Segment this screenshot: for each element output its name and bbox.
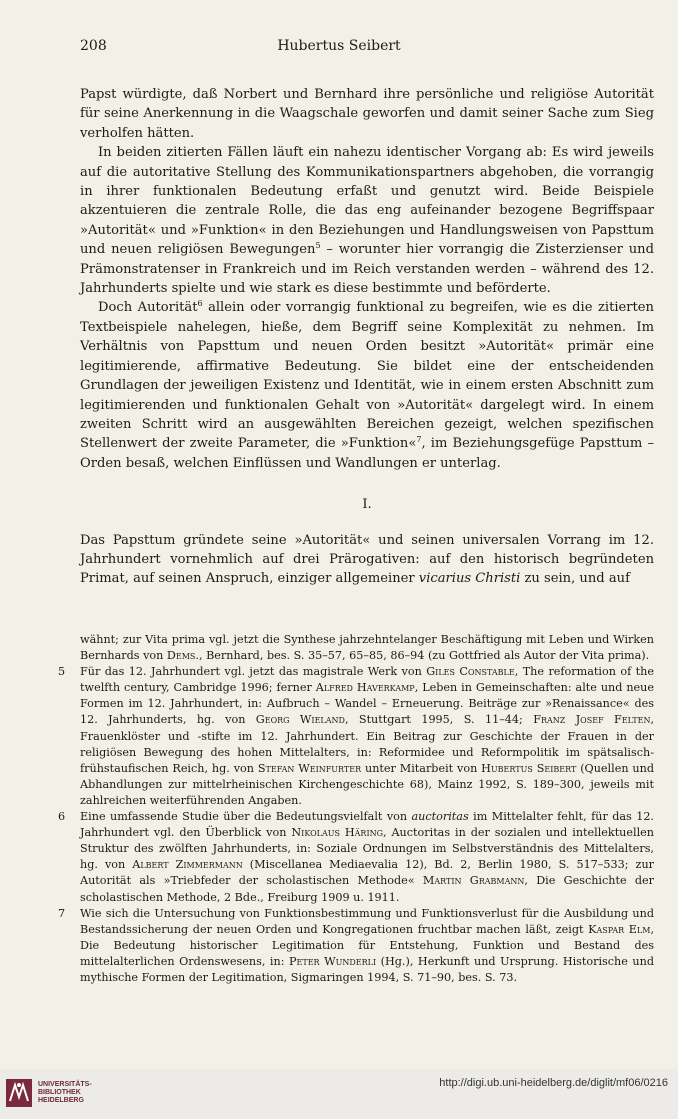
page-number: 208: [80, 38, 107, 54]
paragraph-2: In beiden zitierten Fällen läuft ein nahezu identischer Vorgang ab: Es wird jeweils auf die autoritative Stellung des Kommunikationspartners abgehoben, die vorrangig in ihrer funktionalen Bedeutung erfaßt und genutzt wird. Beide Beispiele akzentuieren die zentrale Rolle, die das eng aufeinander bezogene Begriffspaar »Autorität« und »Funktion« in den Beziehungen und Handlungsweisen von Papsttum und neuen religiösen Bewegungen$^5$ – worunter hier vorrangig die Zisterzienser und Prämonstratenser in Frankreich und im Reich verstanden werden – während des 12. Jahrhunderts spielte und wie stark es diese bestimmte und beförderte.: [80, 145, 654, 297]
paragraph-1: Papst würdigte, daß Norbert und Bernhard ihre persönliche und religiöse Autorität für seine Anerkennung in die Waagschale geworfen und damit seiner Sache zum Sieg verholfen hätten.: [80, 87, 654, 141]
footnote-ref-6[interactable]: 6: [197, 299, 203, 309]
footnote-6: 6 Eine umfassende Studie über die Bedeutungsvielfalt von auctoritas im Mittelalter fehlt, für das 12. Jahrhundert vgl. den Überblick von Nikolaus Häring, Auctoritas in der sozialen und intellektuellen Struktur des zwölften Jahrhunderts, in: Soziale Ordnungen im Selbstverständnis des Mittelalters, hg. von Albert Zimmermann (Miscellanea Mediaevalia 12), Bd. 2, Berlin 1980, S. 517–533; zur Autorität als »Triebfeder der scholastischen Methode« Martin Grabmann, Die Geschichte der scholastischen Methode, 2 Bde., Freiburg 1909 u. 1911.: [58, 810, 654, 904]
footnote-7: 7 Wie sich die Untersuchung von Funktionsbestimmung und Funktionsverlust für die Ausbildung und Bestandssicherung der neuen Orden und Kongregationen fruchtbar machen läßt, zeigt Kaspar Elm, Die Bedeutung historischer Legitimation für Entstehung, Funktion und Bestand des mittelalterlichen Ordenswesens, in: Peter Wunderli (Hg.), Herkunft und Ursprung. Historische und mythische Formen der Legitimation, Sigmaringen 1994, S. 71–90, bes. S. 73.: [58, 906, 655, 984]
library-footer: [0, 1069, 678, 1119]
footnote-number: 5: [58, 665, 66, 679]
footnotes: [58, 632, 655, 986]
footnote-number: 7: [58, 906, 66, 920]
paragraph-3: Doch Autorität$^6$ allein oder vorrangig funktional zu begreifen, wie es die zitierten Textbeispiele nahelegen, hieße, dem Begriff seine Komplexität zu nehmen. Im Verhältnis von Papsttum und neuen Orden besitzt »Autorität« primär eine legitimierende, affirmative Bedeutung. Sie bildet eine der entscheidenden Grundlagen der jeweiligen Existenz und Identität, wie in einem ersten Abschnitt zum legitimierenden und funktionalen Gehalt von »Autorität« dargelegt wird. In einem zweiten Schritt wird an ausgewählten Bereichen gezeigt, welchen spezifischen Stellenwert der zweite Parameter, die »Funktion«$^7$, im Beziehungsgefüge Papsttum – Orden besaß, welchen Einflüssen und Wandlungen er unterlag.: [80, 299, 654, 471]
digital-copy-link[interactable]: http://digi.ub.uni-heidelberg.de/diglit/mf06/0216: [439, 1077, 668, 1089]
footnote-number: 6: [58, 810, 66, 824]
section-heading: I.: [362, 497, 372, 513]
footnote-5: 5 Für das 12. Jahrhundert vgl. jetzt das magistrale Werk von Giles Constable, The reformation of the twelfth century, Cambridge 1996; ferner Alfred Haverkamp, Leben in Gemeinschaften: alte und neue Formen im 12. Jahrhundert, in: Aufbruch – Wandel – Erneuerung. Beiträge zur »Renaissance« des 12. Jahrhunderts, hg. von Georg Wieland, Stuttgart 1995, S. 11–44; Franz Josef Felten, Frauenklöster und -stifte im 12. Jahrhundert. Ein Beitrag zur Geschichte der Frauen in der religiösen Bewegung des hohen Mittelalters, in: Reformidee und Reformpolitik im spätsalisch-frühstaufischen Reich, hg. von Stefan Weinfurter unter Mitarbeit von Hubertus Seibert (Quellen und Abhandlungen zur mittelrheinischen Kirchengeschichte 68), Mainz 1992, S. 189–300, jeweils mit zahlreichen weiterführenden Angaben.: [58, 665, 655, 807]
paragraph-4: Das Papsttum gründete seine »Autorität« und seinen universalen Vorrang im 12. Jahrhundert vornehmlich auf drei Prärogativen: auf den historisch begründeten Primat, auf seinen Anspruch, einziger allgemeiner vicarius Christi zu sein, und auf: [80, 532, 654, 587]
footnote-continuation: wähnt; zur Vita prima vgl. jetzt die Synthese jahrzehntelanger Beschäftigung mit Leben und Wirken Bernhards von Dems., Bernhard, bes. S. 35–57, 65–85, 86–94 (zu Gottfried als Autor der Vita prima).: [80, 633, 654, 663]
library-name: UNIVERSITÄTS- BIBLIOTHEK HEIDELBERG: [38, 1081, 92, 1104]
running-head-author: Hubertus Seibert: [277, 38, 401, 54]
footnote-ref-7[interactable]: 7: [416, 435, 422, 445]
main-text: [80, 85, 654, 589]
footnote-ref-5[interactable]: 5: [315, 241, 321, 251]
university-library-logo-icon: [6, 1079, 32, 1107]
